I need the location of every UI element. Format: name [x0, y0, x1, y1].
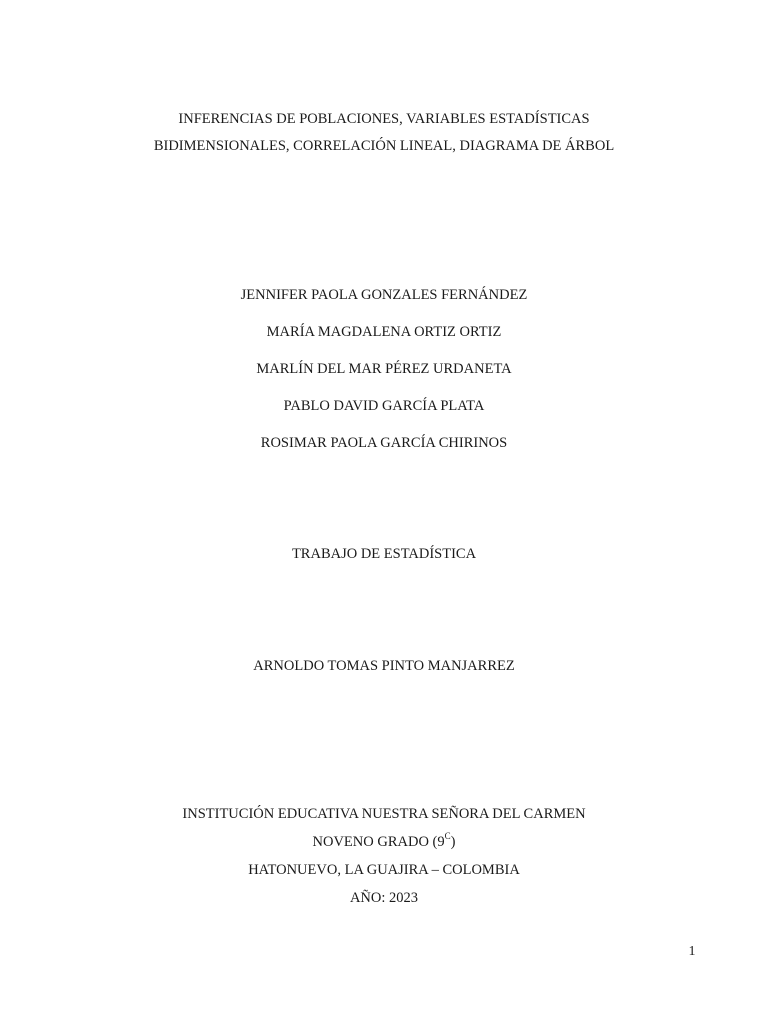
page-number: 1 [688, 944, 696, 959]
author-name: MARLÍN DEL MAR PÉREZ URDANETA [256, 361, 512, 377]
author-name: ROSIMAR PAOLA GARCÍA CHIRINOS [260, 435, 508, 451]
grade-suffix: ) [450, 834, 456, 850]
grade [0, 833, 768, 851]
author-name: PABLO DAVID GARCÍA PLATA [283, 398, 485, 414]
location: HATONUEVO, LA GUAJIRA – COLOMBIA [248, 862, 520, 878]
grade-superscript: C [444, 831, 451, 842]
title-line-2: BIDIMENSIONALES, CORRELACIÓN LINEAL, DIAGRAMA DE ÁRBOL [153, 138, 615, 154]
title-line-1: INFERENCIAS DE POBLACIONES, VARIABLES ESTADÍSTICAS [178, 111, 590, 127]
year: AÑO: 2023 [349, 890, 419, 906]
institution-name: INSTITUCIÓN EDUCATIVA NUESTRA SEÑORA DEL CARMEN [182, 806, 586, 822]
grade-prefix: NOVENO GRADO (9 [312, 834, 445, 850]
teacher-name: ARNOLDO TOMAS PINTO MANJARREZ [253, 658, 515, 674]
author-name: MARÍA MAGDALENA ORTIZ ORTIZ [266, 324, 502, 340]
work-type: TRABAJO DE ESTADÍSTICA [291, 546, 477, 562]
author-name: JENNIFER PAOLA GONZALES FERNÁNDEZ [240, 287, 528, 303]
